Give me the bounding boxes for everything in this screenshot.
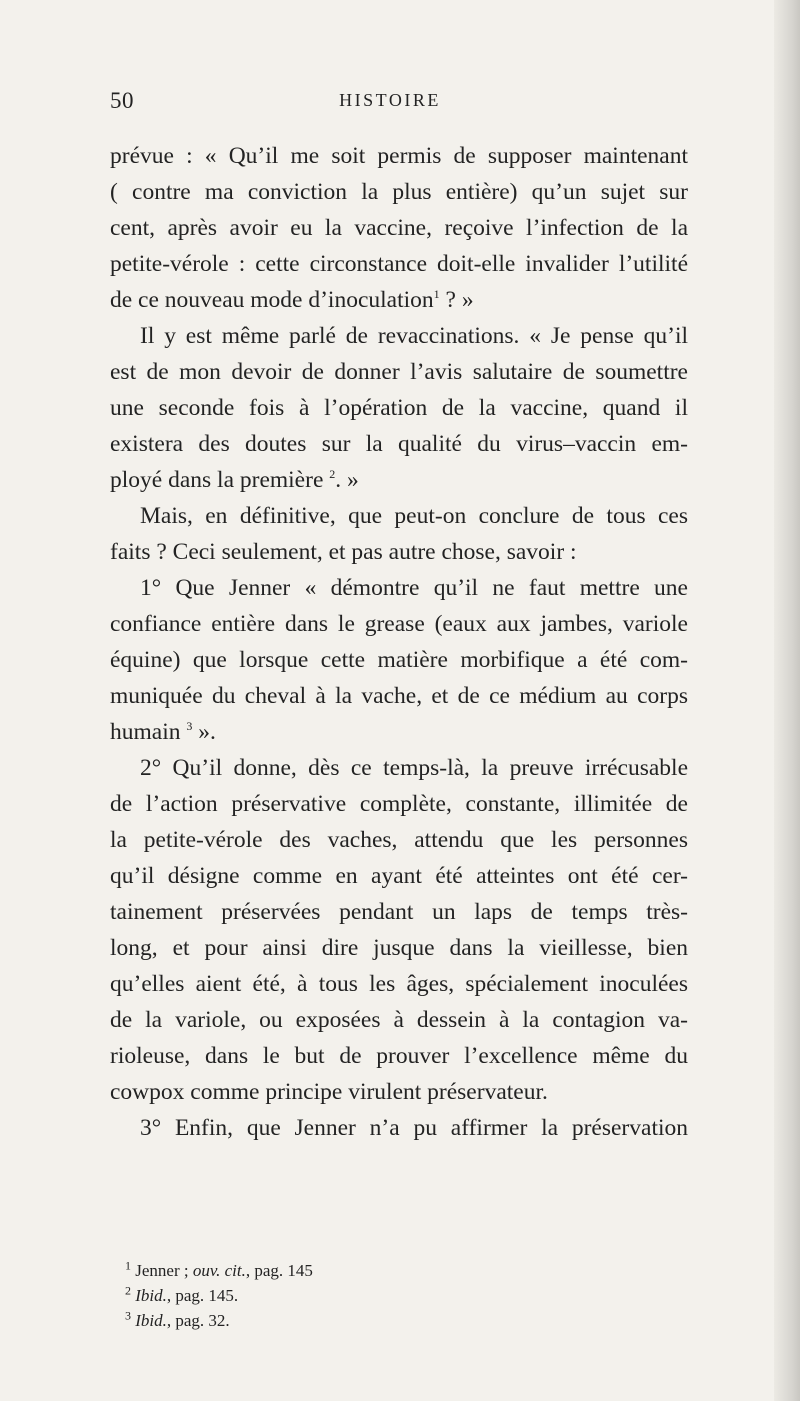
text-segment: humain [110, 719, 187, 745]
text-line: ( contre ma conviction la plus entière) qu’un sujet sur [110, 179, 688, 205]
footnote-citation: Ibid. [135, 1286, 167, 1305]
running-head: HISTOIRE [339, 90, 441, 110]
text-line: Il y est même parlé de revaccinations. « Je pense qu’il [140, 323, 688, 349]
text-segment: de ce nouveau mode d’inoculation [110, 287, 434, 313]
text-line: 3° Enfin, que Jenner n’a pu affirmer la préservation [140, 1115, 688, 1141]
text-segment: ployé dans la première [110, 467, 330, 493]
text-line: tainement préservées pendant un laps de temps très- [110, 899, 688, 925]
body-text [110, 138, 688, 1146]
text-segment: . » [335, 467, 359, 493]
footnote [125, 1308, 625, 1333]
footnotes [125, 1258, 625, 1333]
text-line: est de mon devoir de donner l’avis salutaire de soumettre [110, 359, 688, 385]
page-number: 50 [110, 88, 134, 113]
text-line: cent, après avoir eu la vaccine, reçoive l’infection de la [110, 215, 688, 241]
text-line: muniquée du cheval à la vache, et de ce médium au corps [110, 683, 688, 709]
text-line: confiance entière dans le grease (eaux aux jambes, variole [110, 611, 688, 637]
page-edge [774, 0, 800, 1401]
text-line: rioleuse, dans le but de prouver l’excellence même du [110, 1043, 688, 1069]
text-line [110, 282, 688, 318]
text-line: qu’elles aient été, à tous les âges, spécialement inoculées [110, 971, 688, 997]
footnote [125, 1258, 625, 1283]
text-segment: ». [192, 719, 216, 745]
footnote-number: 3 [125, 1308, 131, 1323]
text-line: 2° Qu’il donne, dès ce temps-là, la preuve irrécusable [140, 755, 688, 781]
footnote-ref: 1 [433, 287, 440, 302]
footnote-number: 2 [125, 1283, 131, 1298]
text-line: de l’action préservative complète, constante, illimitée de [110, 791, 688, 817]
text-line [110, 462, 688, 498]
footnote-citation: ouv. cit. [192, 1261, 246, 1280]
footnote-ref: 2 [329, 467, 336, 482]
footnote-number: 1 [125, 1258, 131, 1273]
text-line: 1° Que Jenner « démontre qu’il ne faut mettre une [140, 575, 688, 601]
text-line: petite-vérole : cette circonstance doit-elle invalider l’utilité [110, 251, 688, 277]
text-line: équine) que lorsque cette matière morbifique a été com- [110, 647, 688, 673]
text-line [110, 714, 688, 750]
text-line: existera des doutes sur la qualité du virus–vaccin em- [110, 431, 688, 457]
footnote-text: , pag. 32. [166, 1311, 230, 1330]
footnote-citation: Ibid. [135, 1311, 167, 1330]
text-line: faits ? Ceci seulement, et pas autre chose, savoir : [110, 539, 577, 565]
page-header [100, 88, 680, 122]
text-line: prévue : « Qu’il me soit permis de supposer maintenant [110, 143, 688, 169]
text-segment: ? » [439, 287, 474, 313]
text-line: cowpox comme principe virulent préservateur. [110, 1079, 548, 1105]
footnote [125, 1283, 625, 1308]
footnote-text: , pag. 145. [166, 1286, 239, 1305]
text-line: long, et pour ainsi dire jusque dans la vieillesse, bien [110, 935, 688, 961]
text-line: de la variole, ou exposées à dessein à la contagion va- [110, 1007, 688, 1033]
footnote-text: , pag. 145 [245, 1261, 313, 1280]
text-line: qu’il désigne comme en ayant été atteintes ont été cer- [110, 863, 688, 889]
text-line: Mais, en définitive, que peut-on conclure de tous ces [140, 503, 688, 529]
text-line: une seconde fois à l’opération de la vaccine, quand il [110, 395, 688, 421]
footnote-ref: 3 [186, 719, 193, 734]
text-line: la petite-vérole des vaches, attendu que les personnes [110, 827, 688, 853]
footnote-text: Jenner ; [135, 1261, 193, 1280]
